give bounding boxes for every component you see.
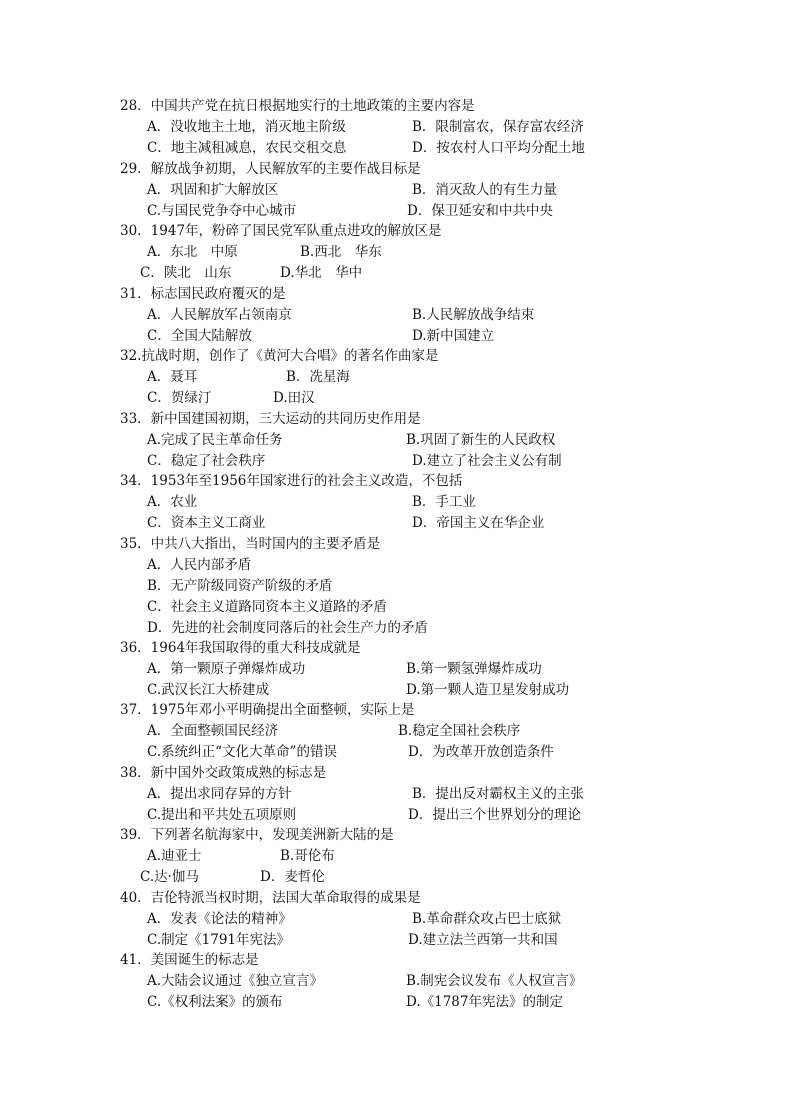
question-33 bbox=[120, 409, 740, 472]
option-d: D.第一颗人造卫星发射成功 bbox=[406, 682, 570, 698]
option-c: C．陕北 山东 bbox=[140, 265, 232, 281]
option-row bbox=[120, 263, 740, 284]
option-a: A．东北 中原 bbox=[147, 244, 238, 260]
option-row bbox=[120, 180, 740, 201]
option-b: B.哥伦布 bbox=[280, 848, 335, 864]
option-row bbox=[120, 784, 740, 805]
option-b: B．无产阶级同资产阶级的矛盾 bbox=[147, 578, 333, 594]
option-row bbox=[120, 513, 740, 534]
option-c: C.制定《1791年宪法》 bbox=[147, 932, 290, 948]
option-b: B.稳定全国社会秩序 bbox=[398, 723, 521, 739]
option-d: D．提出三个世界划分的理论 bbox=[408, 807, 581, 823]
option-row bbox=[120, 117, 740, 138]
question-stem: 28．中国共产党在抗日根据地实行的土地政策的主要内容是 bbox=[120, 98, 475, 114]
question-stem: 38．新中国外交政策成熟的标志是 bbox=[120, 765, 327, 781]
option-a: A．没收地主土地，消灭地主阶级 bbox=[147, 119, 346, 135]
option-c: C．资本主义工商业 bbox=[147, 515, 266, 531]
option-d: D．先进的社会制度同落后的社会生产力的矛盾 bbox=[147, 620, 428, 636]
option-row bbox=[120, 909, 740, 930]
option-a: A．全面整顿国民经济 bbox=[147, 723, 279, 739]
option-row bbox=[120, 576, 740, 597]
option-row bbox=[120, 659, 740, 680]
option-d: D.《1787年宪法》的制定 bbox=[406, 994, 563, 1010]
question-28 bbox=[120, 96, 740, 159]
option-d: D．为改革开放创造条件 bbox=[408, 744, 554, 760]
question-41 bbox=[120, 950, 740, 1013]
question-stem: 36．1964年我国取得的重大科技成就是 bbox=[120, 640, 361, 656]
option-row bbox=[120, 618, 740, 639]
option-d: D.田汉 bbox=[273, 390, 315, 406]
option-row bbox=[120, 555, 740, 576]
option-d: D.建立法兰西第一共和国 bbox=[408, 932, 558, 948]
option-a: A．人民内部矛盾 bbox=[147, 557, 252, 573]
option-b: B．冼星海 bbox=[286, 369, 350, 385]
option-d: D．按农村人口平均分配土地 bbox=[412, 140, 585, 156]
question-32 bbox=[120, 346, 740, 409]
option-b: B．消灭敌人的有生力量 bbox=[412, 182, 557, 198]
option-a: A.迪亚士 bbox=[147, 848, 202, 864]
question-36 bbox=[120, 638, 740, 701]
question-stem: 40．吉伦特派当权时期，法国大革命取得的成果是 bbox=[120, 890, 421, 906]
question-stem: 37．1975年邓小平明确提出全面整顿，实际上是 bbox=[120, 702, 415, 718]
question-stem: 31．标志国民政府覆灭的是 bbox=[120, 286, 286, 302]
option-c: C.与国民党争夺中心城市 bbox=[147, 203, 297, 219]
option-b: B.巩固了新生的人民政权 bbox=[406, 432, 556, 448]
question-35 bbox=[120, 534, 740, 639]
question-stem: 30．1947年，粉碎了国民党军队重点进攻的解放区是 bbox=[120, 223, 442, 239]
option-row bbox=[120, 367, 740, 388]
option-c: C.系统纠正“文化大革命”的错误 bbox=[147, 744, 337, 760]
option-row bbox=[120, 326, 740, 347]
question-stem: 39．下列著名航海家中，发现美洲新大陆的是 bbox=[120, 827, 394, 843]
question-40 bbox=[120, 888, 740, 951]
option-row bbox=[120, 451, 740, 472]
option-c: C．社会主义道路同资本主义道路的矛盾 bbox=[147, 599, 387, 615]
option-row bbox=[120, 305, 740, 326]
option-d: D.新中国建立 bbox=[412, 328, 495, 344]
option-d: D.建立了社会主义公有制 bbox=[412, 453, 562, 469]
option-a: A．人民解放军占领南京 bbox=[147, 307, 292, 323]
option-b: B.西北 华东 bbox=[300, 244, 382, 260]
option-b: B．手工业 bbox=[412, 494, 476, 510]
option-row bbox=[120, 992, 740, 1013]
option-row bbox=[120, 492, 740, 513]
option-b: B.革命群众攻占巴士底狱 bbox=[412, 911, 562, 927]
option-row bbox=[120, 138, 740, 159]
option-row bbox=[120, 805, 740, 826]
option-a: A.大陆会议通过《独立宣言》 bbox=[147, 973, 324, 989]
option-a: A．农业 bbox=[147, 494, 198, 510]
question-stem: 34．1953年至1956年国家进行的社会主义改造，不包括 bbox=[120, 473, 463, 489]
option-c: C.武汉长江大桥建成 bbox=[147, 682, 270, 698]
question-stem: 35．中共八大指出，当时国内的主要矛盾是 bbox=[120, 536, 381, 552]
option-d: D．麦哲伦 bbox=[260, 869, 325, 885]
option-row bbox=[120, 201, 740, 222]
option-d: D．保卫延安和中共中央 bbox=[407, 203, 553, 219]
question-29 bbox=[120, 159, 740, 222]
option-b: B.人民解放战争结束 bbox=[412, 307, 535, 323]
option-row bbox=[120, 388, 740, 409]
question-39 bbox=[120, 825, 740, 888]
question-stem: 29．解放战争初期，人民解放军的主要作战目标是 bbox=[120, 161, 421, 177]
option-c: C.《权利法案》的颁布 bbox=[147, 994, 283, 1010]
option-b: B.制宪会议发布《人权宣言》 bbox=[406, 973, 583, 989]
option-row bbox=[120, 742, 740, 763]
option-d: D．帝国主义在华企业 bbox=[412, 515, 545, 531]
option-b: B．限制富农，保存富农经济 bbox=[412, 119, 584, 135]
option-a: A．第一颗原子弹爆炸成功 bbox=[147, 661, 306, 677]
option-row bbox=[120, 680, 740, 701]
option-c: C.提出和平共处五项原则 bbox=[147, 807, 297, 823]
option-row bbox=[120, 930, 740, 951]
option-row bbox=[120, 721, 740, 742]
option-row bbox=[120, 867, 740, 888]
question-38 bbox=[120, 763, 740, 826]
option-c: C．地主减租减息，农民交租交息 bbox=[147, 140, 347, 156]
option-c: C.达·伽马 bbox=[140, 869, 199, 885]
option-row bbox=[120, 430, 740, 451]
option-row bbox=[120, 846, 740, 867]
option-row bbox=[120, 242, 740, 263]
question-stem: 32.抗战时期，创作了《黄河大合唱》的著名作曲家是 bbox=[120, 348, 439, 364]
option-a: A．巩固和扩大解放区 bbox=[147, 182, 279, 198]
option-a: A．提出求同存异的方针 bbox=[147, 786, 292, 802]
question-stem: 41．美国诞生的标志是 bbox=[120, 952, 259, 968]
question-stem: 33．新中国建国初期，三大运动的共同历史作用是 bbox=[120, 411, 421, 427]
option-c: C．稳定了社会秩序 bbox=[147, 453, 266, 469]
option-a: A．发表《论法的精神》 bbox=[147, 911, 292, 927]
option-row bbox=[120, 971, 740, 992]
question-31 bbox=[120, 284, 740, 347]
question-37 bbox=[120, 700, 740, 763]
option-b: B.第一颗氢弹爆炸成功 bbox=[406, 661, 542, 677]
option-b: B．提出反对霸权主义的主张 bbox=[412, 786, 584, 802]
option-c: C．贺绿汀 bbox=[147, 390, 212, 406]
question-30 bbox=[120, 221, 740, 284]
option-a: A.完成了民主革命任务 bbox=[147, 432, 283, 448]
option-a: A．聂耳 bbox=[147, 369, 198, 385]
option-row bbox=[120, 597, 740, 618]
option-c: C．全国大陆解放 bbox=[147, 328, 252, 344]
option-d: D.华北 华中 bbox=[280, 265, 363, 281]
question-34 bbox=[120, 471, 740, 534]
